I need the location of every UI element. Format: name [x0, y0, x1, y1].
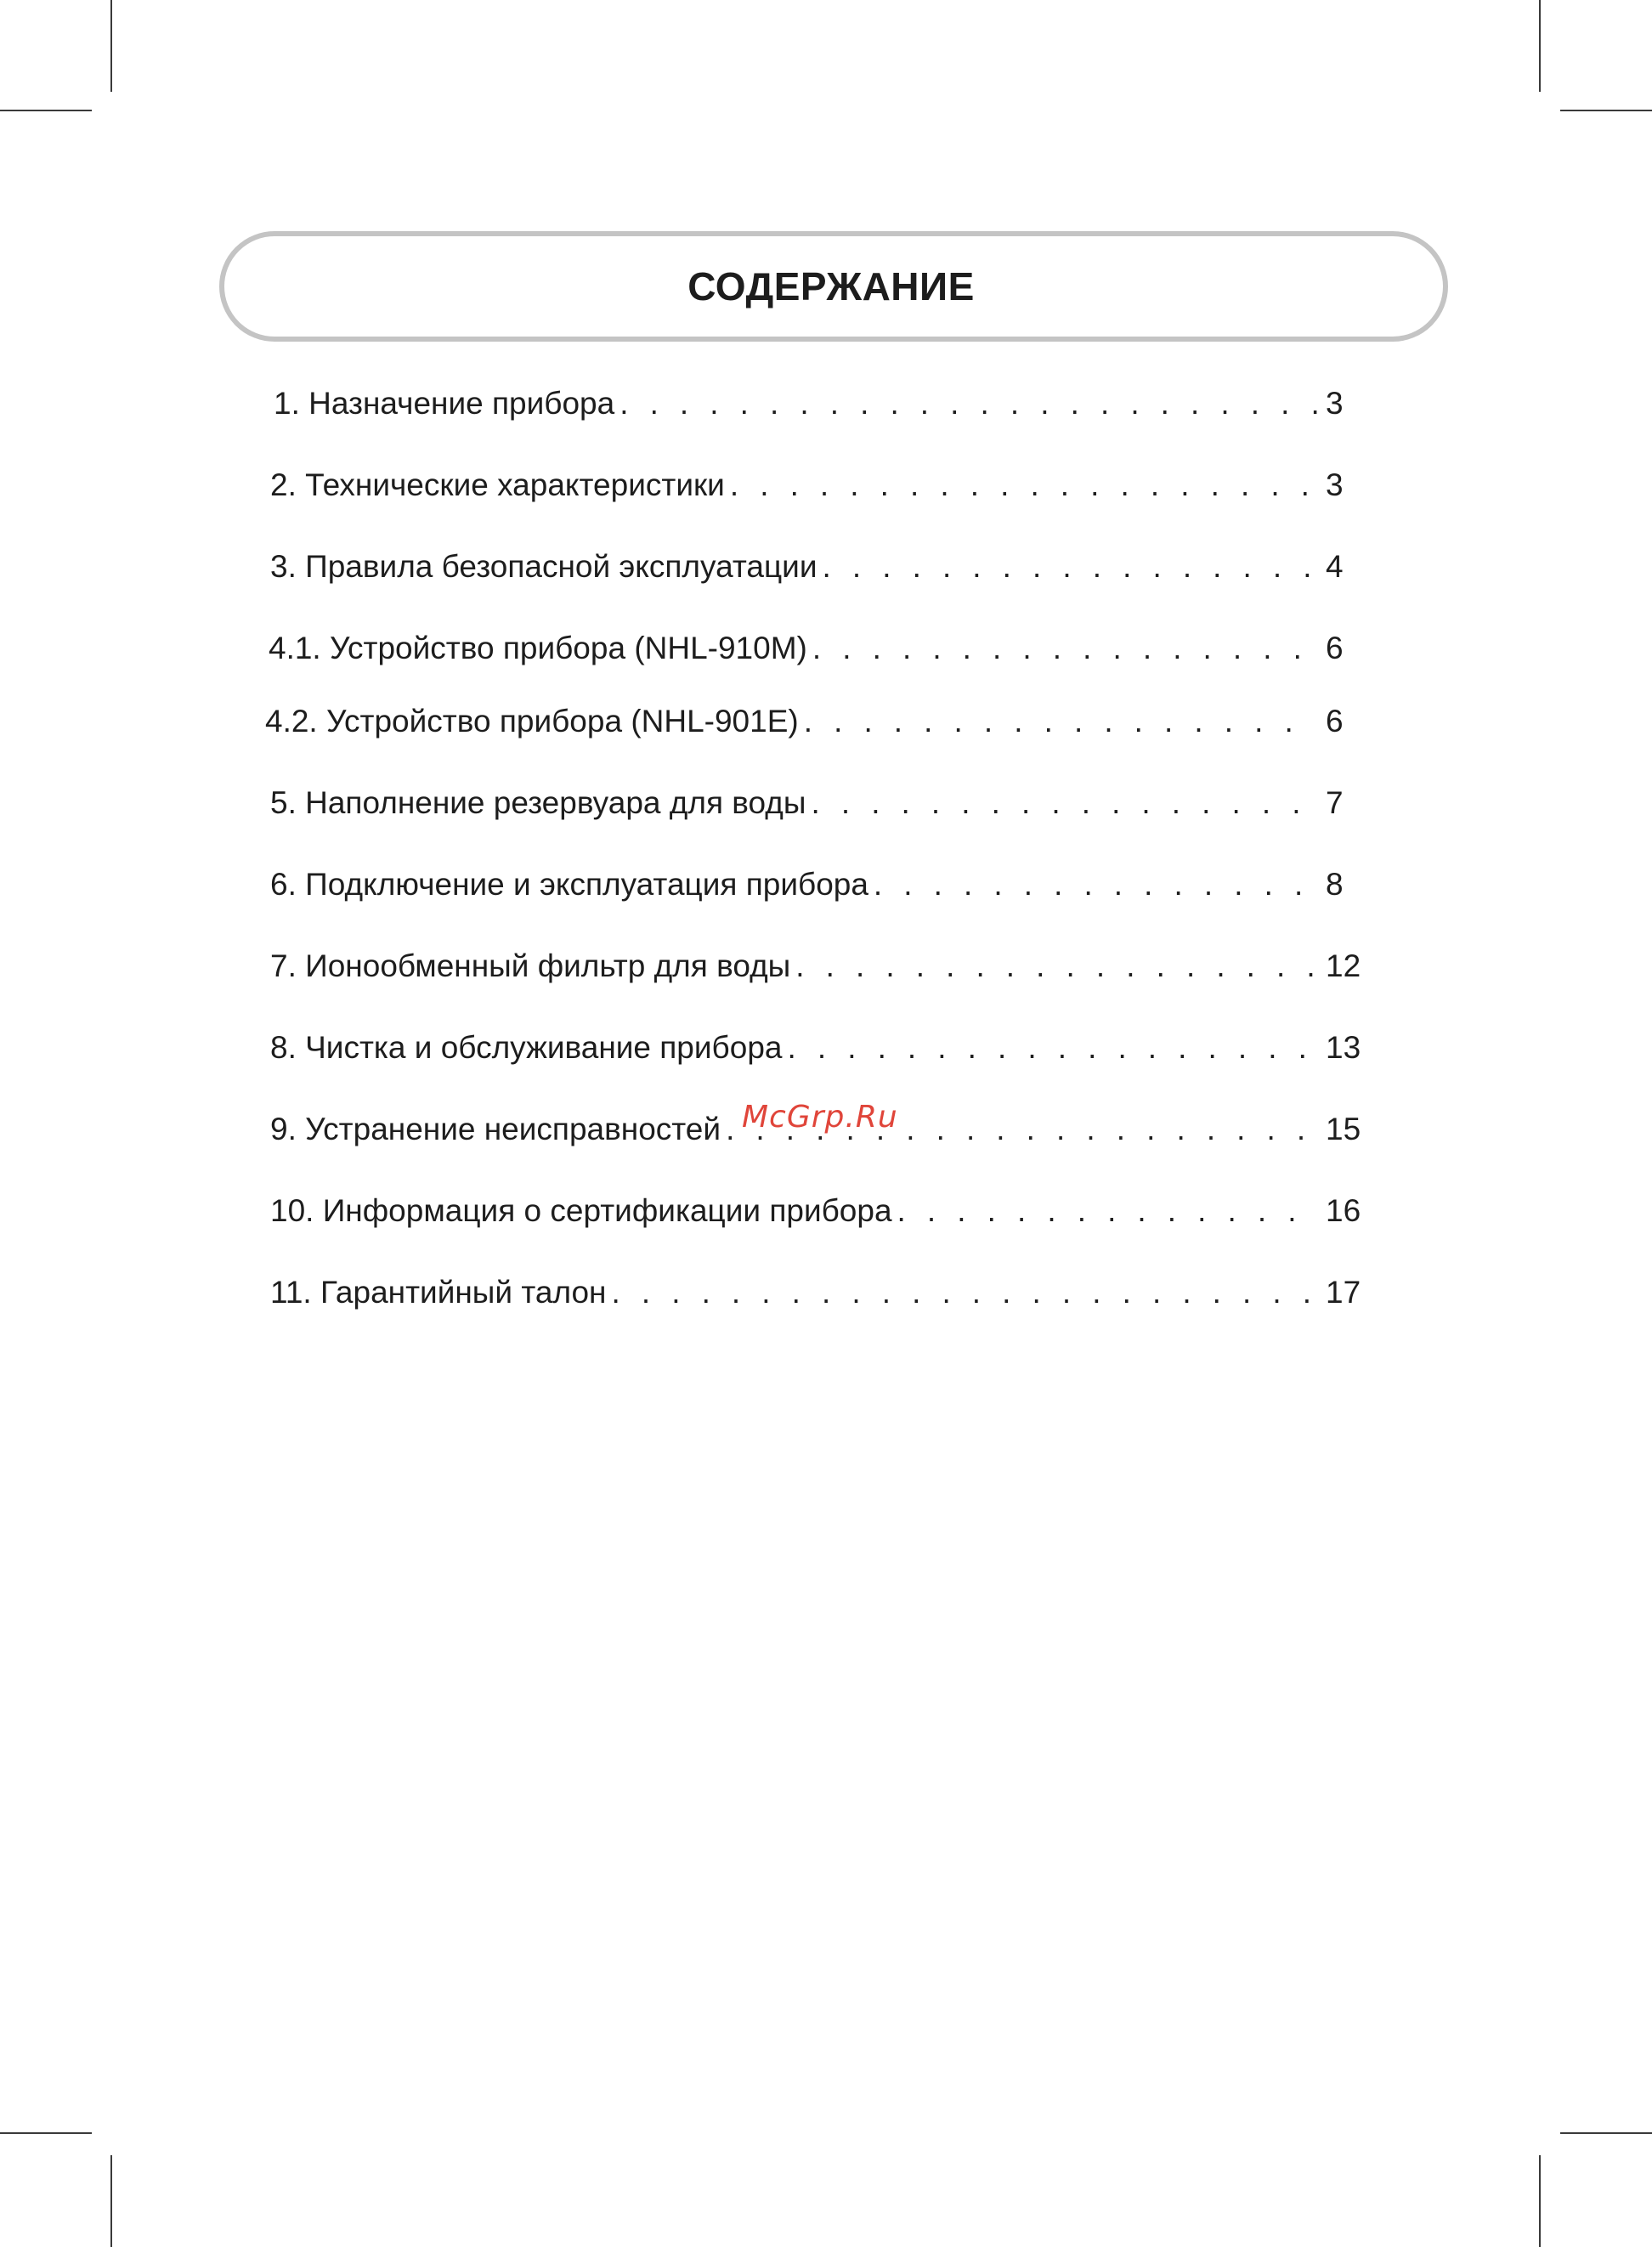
toc-item-label: 10. Информация о сертификации прибора: [270, 1193, 892, 1228]
toc-item-label: 5. Наполнение резервуара для воды: [270, 785, 806, 820]
toc-item[interactable]: [270, 1271, 1365, 1314]
toc-item-label: 9. Устранение неисправностей: [270, 1112, 721, 1146]
toc-item[interactable]: [270, 1027, 1365, 1069]
toc-item-leader: [806, 782, 1317, 824]
toc-item[interactable]: [270, 546, 1365, 588]
toc-item[interactable]: [269, 627, 1365, 670]
toc-item-label: 3. Правила безопасной эксплуатации: [270, 549, 818, 584]
crop-mark-bottom-left-h: [0, 2132, 92, 2134]
toc-item-leader: [782, 1027, 1317, 1069]
toc-item[interactable]: [274, 382, 1365, 425]
toc-item-label: 11. Гарантийный талон: [270, 1275, 607, 1310]
toc-item[interactable]: [265, 700, 1365, 743]
toc-item-leader: [790, 945, 1317, 988]
toc-item-page: 6: [1326, 704, 1344, 739]
toc-item[interactable]: [270, 863, 1365, 906]
toc-item[interactable]: [270, 1190, 1365, 1232]
crop-mark-top-right-v: [1539, 0, 1541, 92]
toc-item-label: 7. Ионообменный фильтр для воды: [270, 948, 791, 983]
toc-item-label: 6. Подключение и эксплуатация прибора: [270, 867, 868, 902]
toc-item-label: 2. Технические характеристики: [270, 467, 725, 502]
toc-item-leader: [725, 464, 1317, 507]
toc-item-page: 3: [1326, 467, 1344, 502]
toc-item-leader: [818, 546, 1318, 588]
toc-item-page: 3: [1326, 386, 1344, 421]
toc-item-leader: [892, 1190, 1317, 1232]
toc-item-page: 16: [1326, 1193, 1361, 1228]
toc-item[interactable]: [270, 464, 1365, 507]
crop-mark-bottom-right-v: [1539, 2155, 1541, 2247]
crop-mark-bottom-right-h: [1560, 2132, 1652, 2134]
toc-item-label: 4.2. Устройство прибора (NHL-901E): [265, 704, 799, 739]
toc-item-leader: [807, 627, 1317, 670]
toc-item[interactable]: [270, 945, 1365, 988]
watermark: McGrp.Ru: [742, 1100, 898, 1135]
toc-item-page: 15: [1326, 1112, 1361, 1146]
toc-item-page: 17: [1326, 1275, 1361, 1310]
toc-item-page: 4: [1326, 549, 1344, 584]
toc-item-leader: [606, 1271, 1317, 1314]
toc-item-page: 12: [1326, 948, 1361, 983]
crop-mark-bottom-left-v: [110, 2155, 112, 2247]
toc-item-leader: [614, 382, 1317, 425]
toc-item-page: 7: [1326, 785, 1344, 820]
toc-item-label: 1. Назначение прибора: [274, 386, 615, 421]
toc-item-leader: [799, 700, 1317, 743]
title-frame: [219, 231, 1448, 342]
crop-mark-top-right-h: [1560, 110, 1652, 111]
toc-item-page: 13: [1326, 1030, 1361, 1065]
toc-item-leader: [868, 863, 1317, 906]
page-title: СОДЕРЖАНИЕ: [687, 264, 975, 308]
toc-item-page: 6: [1326, 631, 1344, 665]
crop-mark-top-left-h: [0, 110, 92, 111]
crop-mark-top-left-v: [110, 0, 112, 92]
toc-item-label: 8. Чистка и обслуживание прибора: [270, 1030, 783, 1065]
toc-item-page: 8: [1326, 867, 1344, 902]
toc-item[interactable]: [270, 782, 1365, 824]
toc-item-label: 4.1. Устройство прибора (NHL-910M): [269, 631, 807, 665]
